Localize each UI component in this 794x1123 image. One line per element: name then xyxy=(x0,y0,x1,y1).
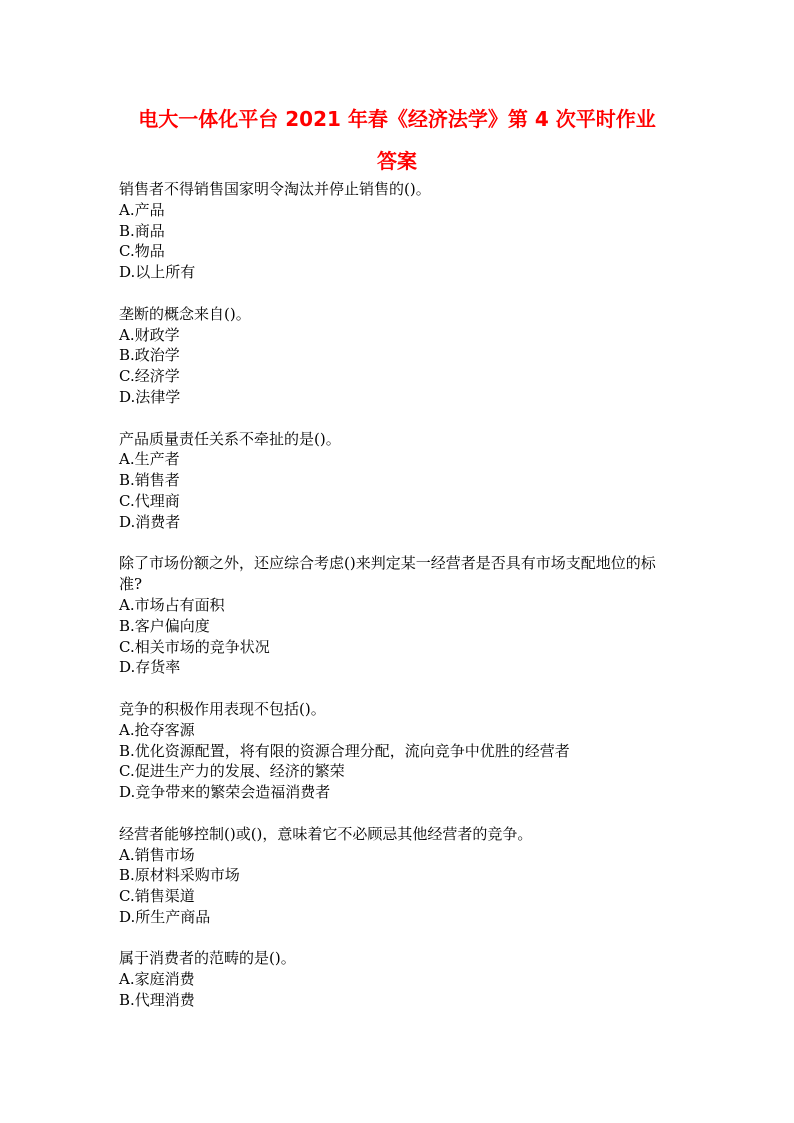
option-a: A.产品 xyxy=(119,200,165,219)
option-b: B.原材料采购市场 xyxy=(119,866,240,885)
option-a: A.抢夺客源 xyxy=(119,720,195,739)
option-d: D.消费者 xyxy=(119,512,181,531)
question-2 xyxy=(119,304,679,408)
option-a: A.家庭消费 xyxy=(119,970,195,989)
question-5 xyxy=(119,699,679,803)
option-c: C.物品 xyxy=(119,242,165,261)
question-text: 属于消费者的范畴的是()。 xyxy=(119,949,296,968)
option-d: D.存货率 xyxy=(119,658,181,677)
option-c: C.销售渠道 xyxy=(119,887,195,906)
option-b: B.政治学 xyxy=(119,346,180,365)
document-title: 电大一体化平台 2021 年春《经济法学》第 4 次平时作业 xyxy=(138,107,656,131)
question-text: 竞争的积极作用表现不包括()。 xyxy=(119,699,326,718)
option-b: B.客户偏向度 xyxy=(119,616,210,635)
question-3 xyxy=(119,429,679,533)
option-d: D.所生产商品 xyxy=(119,907,211,926)
question-4 xyxy=(119,553,679,678)
option-a: A.财政学 xyxy=(119,325,180,344)
question-6 xyxy=(119,824,679,928)
option-b: B.销售者 xyxy=(119,471,180,490)
question-text: 销售者不得销售国家明令淘汰并停止销售的()。 xyxy=(119,180,431,198)
option-c: C.代理商 xyxy=(119,491,180,510)
question-text: 除了市场份额之外，还应综合考虑()来判定某一经营者是否具有市场支配地位的标准? xyxy=(119,554,656,594)
option-b: B.代理消费 xyxy=(119,991,195,1010)
question-1 xyxy=(119,179,679,283)
option-d: D.以上所有 xyxy=(119,263,196,282)
document-title-continuation: 答案 xyxy=(377,149,417,173)
question-7 xyxy=(119,948,679,1010)
option-a: A.生产者 xyxy=(119,450,180,469)
question-text: 产品质量责任关系不牵扯的是()。 xyxy=(119,429,341,448)
question-list xyxy=(119,179,679,1032)
question-text: 垄断的概念来自()。 xyxy=(119,304,251,323)
option-b: B.商品 xyxy=(119,221,165,240)
option-c: C.促进生产力的发展、经济的繁荣 xyxy=(119,762,345,781)
option-d: D.竞争带来的繁荣会造福消费者 xyxy=(119,783,331,802)
option-c: C.经济学 xyxy=(119,367,180,386)
question-text: 经营者能够控制()或()，意味着它不必顾忌其他经营者的竞争。 xyxy=(119,824,533,843)
option-a: A.市场占有面积 xyxy=(119,595,225,614)
option-a: A.销售市场 xyxy=(119,845,195,864)
option-d: D.法律学 xyxy=(119,387,181,406)
option-b: B.优化资源配置，将有限的资源合理分配，流向竞争中优胜的经营者 xyxy=(119,741,570,760)
option-c: C.相关市场的竞争状况 xyxy=(119,637,270,656)
